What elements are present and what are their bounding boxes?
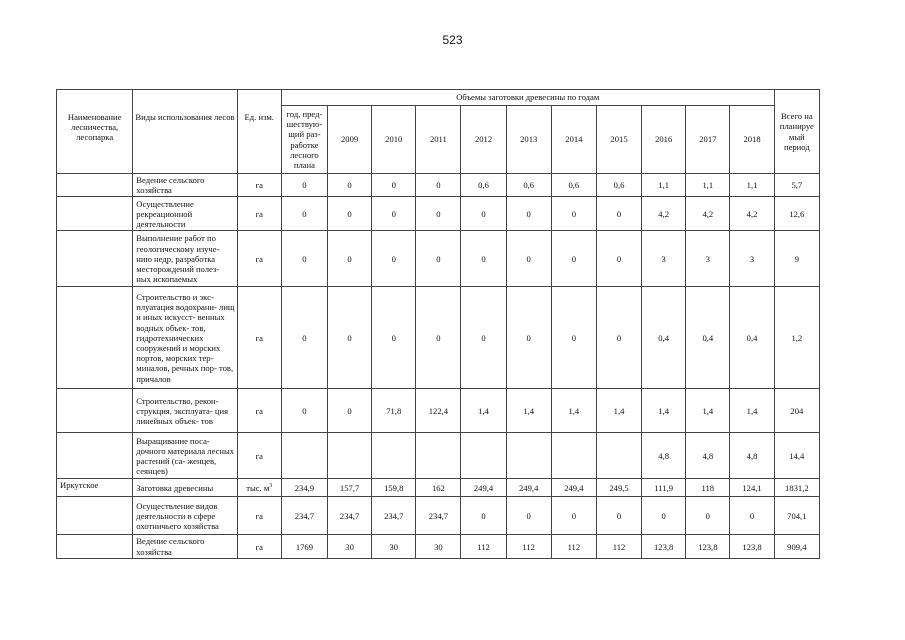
forestry-name-cell [57,389,133,433]
value-cell [551,433,596,479]
forestry-name-cell [57,174,133,197]
unit-text: га [255,180,263,191]
value-cell: 0 [328,287,372,389]
value-cell [328,433,372,479]
header-unit-col: Ед. изм. [237,90,281,174]
value-cell: 162 [416,479,461,497]
value-cell: 1,4 [461,389,506,433]
value-cell: 0 [328,231,372,287]
value-cell: 0 [461,497,506,535]
total-cell: 204 [774,389,819,433]
unit-cell [237,389,281,433]
value-cell: 0,4 [730,287,774,389]
value-cell: 0 [551,287,596,389]
header-year-2013: 2013 [506,106,551,174]
total-cell: 1,2 [774,287,819,389]
value-cell: 0,4 [642,287,686,389]
header-year-2015: 2015 [596,106,641,174]
total-cell: 704,1 [774,497,819,535]
value-cell: 0 [328,197,372,231]
unit-text: га [255,510,263,521]
page-number: 523 [442,33,463,47]
value-cell: 0 [596,231,641,287]
forest-use-cell: Заготовка древесины [133,479,237,497]
value-cell: 112 [506,535,551,558]
header-name-col: Наименование лесничества, лесопарка [57,90,133,174]
value-cell: 0 [461,231,506,287]
value-cell [596,433,641,479]
value-cell: 0 [551,497,596,535]
value-cell: 1,4 [730,389,774,433]
table-row [57,479,820,497]
forestry-name-cell [57,497,133,535]
value-cell: 0 [372,287,416,389]
unit-cell [237,433,281,479]
forest-use-cell: Ведение сельского хозяйства [133,174,237,197]
header-year-2014: 2014 [551,106,596,174]
header-prev-year-col: год, пред- шествую- щий раз- работке лесного плана [281,106,327,174]
unit-text: га [255,208,263,219]
header-year-2017: 2017 [686,106,730,174]
forest-use-cell: Осуществление видов деятельности в сфере охотничьего хозяйства [133,497,237,535]
value-cell: 157,7 [328,479,372,497]
forestry-name-cell [57,197,133,231]
total-cell: 14,4 [774,433,819,479]
value-cell: 0 [596,287,641,389]
value-cell: 30 [416,535,461,558]
table-row [57,433,820,479]
value-cell: 123,8 [686,535,730,558]
value-cell: 0 [372,174,416,197]
unit-cell [237,287,281,389]
value-cell: 112 [551,535,596,558]
value-cell: 0 [416,231,461,287]
header-year-2016: 2016 [642,106,686,174]
value-cell: 0 [281,389,327,433]
value-cell: 123,8 [730,535,774,558]
forestry-name-cell [57,535,133,558]
value-cell: 0 [461,287,506,389]
value-cell: 4,2 [730,197,774,231]
value-cell: 4,8 [686,433,730,479]
value-cell: 1,1 [686,174,730,197]
value-cell: 234,7 [416,497,461,535]
value-cell: 4,2 [642,197,686,231]
total-cell: 1831,2 [774,479,819,497]
header-volumes-group: Объемы заготовки древесины по годам [281,90,774,106]
value-cell: 1,4 [596,389,641,433]
value-cell: 0,6 [461,174,506,197]
unit-cell [237,535,281,558]
forest-use-cell: Строительство и экс- плуатация водохрани- лищ и иных искусст- венных водных объек- тов, гидротехнических сооружений и морских портов, морских тер- миналов, речных пор- тов, причалов [133,287,237,389]
value-cell: 122,4 [416,389,461,433]
value-cell: 0 [642,497,686,535]
value-cell: 0 [416,287,461,389]
value-cell: 0 [416,174,461,197]
value-cell: 234,7 [281,497,327,535]
value-cell: 30 [372,535,416,558]
value-cell: 3 [686,231,730,287]
value-cell: 118 [686,479,730,497]
value-cell: 1,4 [551,389,596,433]
header-use-col: Виды использования лесов [133,90,237,174]
total-cell: 909,4 [774,535,819,558]
value-cell: 111,9 [642,479,686,497]
value-cell: 4,8 [730,433,774,479]
unit-text: тыс. м [246,482,270,493]
value-cell: 0 [372,231,416,287]
value-cell: 234,7 [328,497,372,535]
value-cell [281,433,327,479]
total-cell: 12,6 [774,197,819,231]
value-cell: 4,2 [686,197,730,231]
value-cell: 112 [461,535,506,558]
value-cell: 0 [281,287,327,389]
value-cell: 124,1 [730,479,774,497]
value-cell: 30 [328,535,372,558]
forest-use-cell: Выращивание поса- дочного материала лесных растений (са- женцев, сеянцев) [133,433,237,479]
value-cell: 4,8 [642,433,686,479]
forestry-name-cell [57,287,133,389]
value-cell: 0 [372,197,416,231]
value-cell: 0,4 [686,287,730,389]
value-cell: 0 [730,497,774,535]
value-cell: 1769 [281,535,327,558]
unit-cell [237,231,281,287]
header-year-2009: 2009 [328,106,372,174]
value-cell: 249,4 [551,479,596,497]
unit-cell [237,174,281,197]
value-cell: 0 [596,497,641,535]
value-cell: 0 [596,197,641,231]
value-cell: 0 [416,197,461,231]
unit-superscript: 3 [269,482,273,489]
value-cell: 0,6 [506,174,551,197]
value-cell: 159,8 [372,479,416,497]
unit-text: га [255,253,263,264]
value-cell: 249,4 [506,479,551,497]
value-cell: 112 [596,535,641,558]
unit-text: га [255,450,263,461]
header-year-2012: 2012 [461,106,506,174]
forest-use-cell: Осуществление рекреационной деятельности [133,197,237,231]
value-cell: 234,7 [372,497,416,535]
timber-harvest-table [56,89,820,559]
forestry-name-cell [57,433,133,479]
value-cell: 71,8 [372,389,416,433]
value-cell: 249,4 [461,479,506,497]
value-cell: 0 [506,287,551,389]
value-cell: 0 [281,174,327,197]
value-cell: 3 [730,231,774,287]
value-cell: 123,8 [642,535,686,558]
header-year-2011: 2011 [416,106,461,174]
unit-cell [237,197,281,231]
table-row [57,231,820,287]
value-cell: 0 [506,231,551,287]
value-cell: 0 [551,197,596,231]
value-cell [372,433,416,479]
forestry-name-cell [57,231,133,287]
table-row [57,389,820,433]
value-cell: 1,1 [730,174,774,197]
value-cell: 0 [281,231,327,287]
value-cell: 0 [281,197,327,231]
forest-use-cell: Ведение сельского хозяйства [133,535,237,558]
header-year-2018: 2018 [730,106,774,174]
unit-cell [237,497,281,535]
total-cell: 5,7 [774,174,819,197]
value-cell: 1,4 [506,389,551,433]
value-cell [506,433,551,479]
unit-text: га [255,332,263,343]
value-cell: 0 [506,197,551,231]
value-cell: 0 [328,389,372,433]
table-row [57,287,820,389]
value-cell: 0,6 [596,174,641,197]
value-cell: 0 [461,197,506,231]
unit-text: га [255,405,263,416]
table-row [57,535,820,558]
total-cell: 9 [774,231,819,287]
unit-text: га [255,541,263,552]
value-cell: 0 [551,231,596,287]
forestry-name-cell: Иркутское [57,479,133,497]
table-row [57,197,820,231]
value-cell: 0,6 [551,174,596,197]
table-row [57,174,820,197]
value-cell: 1,4 [642,389,686,433]
value-cell [461,433,506,479]
forest-use-cell: Выполнение работ по геологическому изуче- нию недр, разработка месторождений полез- ных ископаемых [133,231,237,287]
value-cell [416,433,461,479]
value-cell: 1,1 [642,174,686,197]
value-cell: 0 [506,497,551,535]
forest-use-cell: Строительство, рекон- струкция, эксплуата- ция линейных объек- тов [133,389,237,433]
table-row [57,497,820,535]
value-cell: 234,9 [281,479,327,497]
value-cell: 249,5 [596,479,641,497]
value-cell: 0 [686,497,730,535]
unit-cell [237,479,281,497]
header-total-col: Всего на планируе мый период [774,90,819,174]
value-cell: 1,4 [686,389,730,433]
value-cell: 0 [328,174,372,197]
value-cell: 3 [642,231,686,287]
header-year-2010: 2010 [372,106,416,174]
